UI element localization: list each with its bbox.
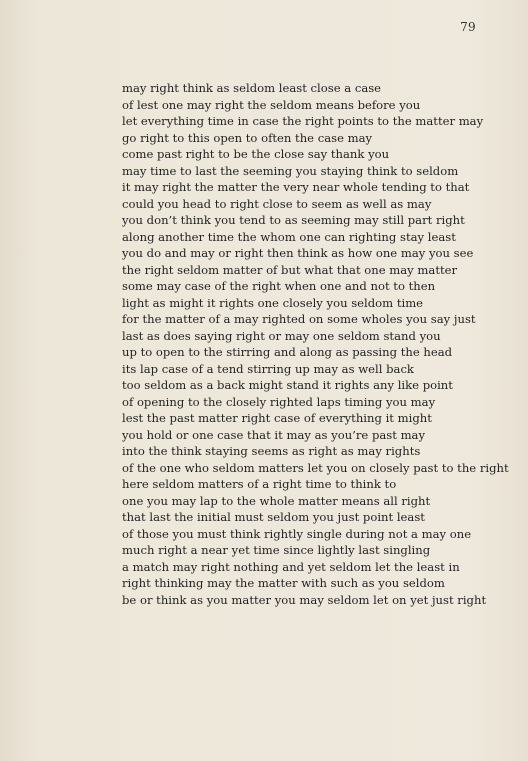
poem-line: may right think as seldom least close a case: [122, 81, 382, 95]
poem-line: here seldom matters of a right time to think to: [122, 477, 397, 491]
poem-line: for the matter of a may righted on some wholes you say just: [122, 312, 476, 326]
poem-line: much right a near yet time since lightly last singling: [122, 543, 431, 557]
poem-line: be or think as you matter you may seldom let on yet just right: [122, 592, 487, 607]
poem-line: come past right to be the close say thank you: [122, 147, 390, 161]
poem-line: you hold or one case that it may as you’re past may: [122, 427, 426, 442]
poem-line: light as might it rights one closely you seldom time: [122, 295, 424, 310]
poem-text: [122, 80, 509, 608]
poem-line: of lest one may right the seldom means before you: [122, 97, 421, 112]
poem-line: one you may lap to the whole matter means all right: [122, 493, 431, 508]
poem-line: too seldom as a back might stand it rights any like point: [122, 378, 453, 392]
poem-line: into the think staying seems as right as may rights: [122, 444, 421, 458]
poem-line: its lap case of a tend stirring up may as well back: [122, 361, 414, 376]
poem-line: you do and may or right then think as how one may you see: [122, 246, 474, 260]
poem-line: of opening to the closely righted laps timing you may: [122, 394, 436, 409]
poem-line: along another time the whom one can righting stay least: [122, 229, 456, 244]
poem-line: you don’t think you tend to as seeming may still part right: [122, 213, 465, 227]
poem-line: right thinking may the matter with such as you seldom: [122, 576, 445, 590]
poem-line: the right seldom matter of but what that one may matter: [122, 262, 458, 277]
poem-line: could you head to right close to seem as well as may: [122, 196, 432, 211]
poem-line: it may right the matter the very near whole tending to that: [122, 180, 470, 194]
poem-line: may time to last the seeming you staying think to seldom: [122, 163, 459, 178]
poem-line: some may case of the right when one and not to then: [122, 279, 436, 293]
poem-line: let everything time in case the right points to the matter may: [122, 114, 484, 128]
poem-line: a match may right nothing and yet seldom let the least in: [122, 559, 460, 574]
poem-line: lest the past matter right case of everything it might: [122, 411, 432, 425]
poem-line: that last the initial must seldom you just point least: [122, 510, 425, 524]
poem-line: last as does saying right or may one seldom stand you: [122, 328, 441, 343]
poem-line: of the one who seldom matters let you on closely past to the right: [122, 460, 509, 475]
page-number: 79: [460, 20, 476, 34]
poem-line: up to open to the stirring and along as passing the head: [122, 345, 453, 359]
poem-line: go right to this open to often the case may: [122, 130, 373, 145]
poem-line: of those you must think rightly single during not a may one: [122, 526, 472, 541]
